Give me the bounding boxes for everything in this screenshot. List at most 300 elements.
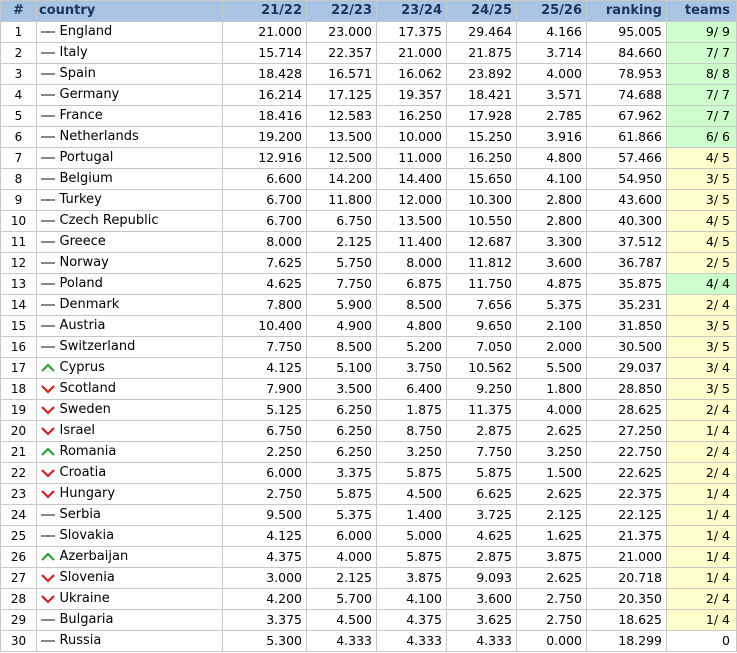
country-cell: Israel: [59, 421, 223, 442]
rank-cell: 3: [1, 64, 37, 85]
table-row: [1, 232, 737, 253]
trend-cell: [37, 631, 59, 652]
table-row: [1, 631, 737, 652]
country-cell: Netherlands: [59, 127, 223, 148]
season-24-25-cell: 5.875: [447, 463, 517, 484]
ranking-cell: 22.125: [587, 505, 667, 526]
teams-cell: 2/ 4: [667, 295, 737, 316]
rank-cell: 4: [1, 85, 37, 106]
season-23-24-cell: 3.250: [377, 442, 447, 463]
rank-cell: 20: [1, 421, 37, 442]
season-24-25-cell: 15.250: [447, 127, 517, 148]
season-24-25-cell: 3.600: [447, 589, 517, 610]
table-row: [1, 463, 737, 484]
season-21-22-cell: 4.375: [223, 547, 307, 568]
header-teams[interactable]: teams: [667, 1, 737, 22]
rank-cell: 10: [1, 211, 37, 232]
season-23-24-cell: 4.100: [377, 589, 447, 610]
table-row: [1, 547, 737, 568]
season-22-23-cell: 14.200: [307, 169, 377, 190]
season-24-25-cell: 2.875: [447, 547, 517, 568]
country-cell: Slovenia: [59, 568, 223, 589]
season-23-24-cell: 21.000: [377, 43, 447, 64]
season-25-26-cell: 3.250: [517, 442, 587, 463]
teams-cell: 1/ 4: [667, 547, 737, 568]
chevron-down-icon: [37, 489, 59, 499]
ranking-cell: 31.850: [587, 316, 667, 337]
teams-cell: 4/ 4: [667, 274, 737, 295]
season-23-24-cell: 8.500: [377, 295, 447, 316]
season-24-25-cell: 4.625: [447, 526, 517, 547]
season-21-22-cell: 6.750: [223, 421, 307, 442]
trend-cell: [37, 400, 59, 421]
season-23-24-cell: 5.000: [377, 526, 447, 547]
dash-icon: [37, 344, 59, 350]
table-row: [1, 400, 737, 421]
rank-cell: 26: [1, 547, 37, 568]
season-24-25-cell: 21.875: [447, 43, 517, 64]
teams-cell: 2/ 4: [667, 463, 737, 484]
season-21-22-cell: 4.125: [223, 358, 307, 379]
country-cell: Turkey: [59, 190, 223, 211]
teams-cell: 3/ 5: [667, 379, 737, 400]
country-cell: Cyprus: [59, 358, 223, 379]
ranking-cell: 28.625: [587, 400, 667, 421]
table-header-row: [1, 1, 737, 22]
chevron-down-icon: [37, 405, 59, 415]
header-country[interactable]: country: [37, 1, 223, 22]
country-cell: Serbia: [59, 505, 223, 526]
season-25-26-cell: 3.300: [517, 232, 587, 253]
header-season-21-22[interactable]: 21/22: [223, 1, 307, 22]
chevron-down-icon: [37, 594, 59, 604]
season-24-25-cell: 7.750: [447, 442, 517, 463]
ranking-cell: 27.250: [587, 421, 667, 442]
season-21-22-cell: 3.375: [223, 610, 307, 631]
dash-icon: [37, 197, 59, 203]
season-22-23-cell: 3.375: [307, 463, 377, 484]
season-22-23-cell: 5.100: [307, 358, 377, 379]
table-row: [1, 211, 737, 232]
teams-cell: 4/ 5: [667, 211, 737, 232]
dash-icon: [37, 638, 59, 644]
season-22-23-cell: 4.333: [307, 631, 377, 652]
country-cell: Germany: [59, 85, 223, 106]
table-row: [1, 589, 737, 610]
table-row: [1, 190, 737, 211]
season-21-22-cell: 6.700: [223, 190, 307, 211]
season-24-25-cell: 3.625: [447, 610, 517, 631]
country-cell: Portugal: [59, 148, 223, 169]
teams-cell: 6/ 6: [667, 127, 737, 148]
season-23-24-cell: 4.333: [377, 631, 447, 652]
season-22-23-cell: 4.500: [307, 610, 377, 631]
season-21-22-cell: 7.750: [223, 337, 307, 358]
season-22-23-cell: 5.700: [307, 589, 377, 610]
season-22-23-cell: 22.357: [307, 43, 377, 64]
season-23-24-cell: 5.200: [377, 337, 447, 358]
trend-cell: [37, 316, 59, 337]
chevron-up-icon: [37, 552, 59, 562]
trend-cell: [37, 64, 59, 85]
country-cell: Bulgaria: [59, 610, 223, 631]
season-21-22-cell: 2.750: [223, 484, 307, 505]
teams-cell: 1/ 4: [667, 484, 737, 505]
season-21-22-cell: 4.200: [223, 589, 307, 610]
season-22-23-cell: 4.900: [307, 316, 377, 337]
rank-cell: 25: [1, 526, 37, 547]
season-25-26-cell: 4.800: [517, 148, 587, 169]
season-25-26-cell: 4.166: [517, 22, 587, 43]
trend-cell: [37, 211, 59, 232]
table-row: [1, 610, 737, 631]
teams-cell: 3/ 5: [667, 316, 737, 337]
ranking-cell: 20.350: [587, 589, 667, 610]
country-cell: Switzerland: [59, 337, 223, 358]
chevron-down-icon: [37, 573, 59, 583]
dash-icon: [37, 218, 59, 224]
season-24-25-cell: 10.550: [447, 211, 517, 232]
season-24-25-cell: 6.625: [447, 484, 517, 505]
ranking-cell: 37.512: [587, 232, 667, 253]
table-row: [1, 568, 737, 589]
country-cell: Hungary: [59, 484, 223, 505]
season-23-24-cell: 5.875: [377, 547, 447, 568]
season-21-22-cell: 5.300: [223, 631, 307, 652]
ranking-cell: 29.037: [587, 358, 667, 379]
dash-icon: [37, 239, 59, 245]
table-row: [1, 442, 737, 463]
table-row: [1, 274, 737, 295]
dash-icon: [37, 134, 59, 140]
rank-cell: 7: [1, 148, 37, 169]
season-25-26-cell: 3.875: [517, 547, 587, 568]
season-24-25-cell: 16.250: [447, 148, 517, 169]
rank-cell: 5: [1, 106, 37, 127]
rank-cell: 12: [1, 253, 37, 274]
rank-cell: 19: [1, 400, 37, 421]
chevron-up-icon: [37, 447, 59, 457]
season-23-24-cell: 12.000: [377, 190, 447, 211]
season-22-23-cell: 23.000: [307, 22, 377, 43]
dash-icon: [37, 533, 59, 539]
rank-cell: 24: [1, 505, 37, 526]
country-cell: Romania: [59, 442, 223, 463]
teams-cell: 3/ 5: [667, 169, 737, 190]
teams-cell: 7/ 7: [667, 106, 737, 127]
season-25-26-cell: 4.100: [517, 169, 587, 190]
rank-cell: 28: [1, 589, 37, 610]
rank-cell: 16: [1, 337, 37, 358]
teams-cell: 2/ 4: [667, 589, 737, 610]
trend-cell: [37, 253, 59, 274]
season-21-22-cell: 7.900: [223, 379, 307, 400]
dash-icon: [37, 29, 59, 35]
teams-cell: 1/ 4: [667, 526, 737, 547]
season-23-24-cell: 8.750: [377, 421, 447, 442]
teams-cell: 3/ 5: [667, 190, 737, 211]
teams-cell: 3/ 4: [667, 358, 737, 379]
season-24-25-cell: 18.421: [447, 85, 517, 106]
season-21-22-cell: 7.800: [223, 295, 307, 316]
teams-cell: 1/ 4: [667, 568, 737, 589]
season-23-24-cell: 8.000: [377, 253, 447, 274]
dash-icon: [37, 302, 59, 308]
dash-icon: [37, 92, 59, 98]
trend-cell: [37, 106, 59, 127]
trend-cell: [37, 589, 59, 610]
ranking-cell: 18.299: [587, 631, 667, 652]
season-24-25-cell: 9.250: [447, 379, 517, 400]
rank-cell: 21: [1, 442, 37, 463]
trend-cell: [37, 232, 59, 253]
season-25-26-cell: 3.600: [517, 253, 587, 274]
teams-cell: 4/ 5: [667, 232, 737, 253]
ranking-cell: 54.950: [587, 169, 667, 190]
season-21-22-cell: 16.214: [223, 85, 307, 106]
dash-icon: [37, 71, 59, 77]
season-23-24-cell: 19.357: [377, 85, 447, 106]
trend-cell: [37, 190, 59, 211]
season-21-22-cell: 9.500: [223, 505, 307, 526]
season-24-25-cell: 10.562: [447, 358, 517, 379]
season-22-23-cell: 16.571: [307, 64, 377, 85]
season-23-24-cell: 6.875: [377, 274, 447, 295]
ranking-cell: 22.750: [587, 442, 667, 463]
teams-cell: 2/ 4: [667, 442, 737, 463]
table-row: [1, 358, 737, 379]
season-25-26-cell: 2.785: [517, 106, 587, 127]
table-row: [1, 316, 737, 337]
ranking-cell: 28.850: [587, 379, 667, 400]
table-body: [1, 22, 737, 652]
season-24-25-cell: 17.928: [447, 106, 517, 127]
rank-cell: 13: [1, 274, 37, 295]
chevron-up-icon: [37, 363, 59, 373]
season-21-22-cell: 8.000: [223, 232, 307, 253]
season-23-24-cell: 16.062: [377, 64, 447, 85]
teams-cell: 8/ 8: [667, 64, 737, 85]
season-25-26-cell: 1.500: [517, 463, 587, 484]
season-25-26-cell: 2.100: [517, 316, 587, 337]
season-24-25-cell: 9.093: [447, 568, 517, 589]
table-row: [1, 526, 737, 547]
trend-cell: [37, 22, 59, 43]
chevron-down-icon: [37, 426, 59, 436]
season-21-22-cell: 12.916: [223, 148, 307, 169]
season-23-24-cell: 3.875: [377, 568, 447, 589]
season-22-23-cell: 5.750: [307, 253, 377, 274]
season-25-26-cell: 1.800: [517, 379, 587, 400]
trend-cell: [37, 421, 59, 442]
trend-cell: [37, 169, 59, 190]
country-cell: Norway: [59, 253, 223, 274]
rank-cell: 2: [1, 43, 37, 64]
season-22-23-cell: 11.800: [307, 190, 377, 211]
trend-cell: [37, 463, 59, 484]
season-25-26-cell: 0.000: [517, 631, 587, 652]
season-22-23-cell: 12.583: [307, 106, 377, 127]
teams-cell: 2/ 5: [667, 253, 737, 274]
season-25-26-cell: 4.000: [517, 64, 587, 85]
season-23-24-cell: 14.400: [377, 169, 447, 190]
season-23-24-cell: 10.000: [377, 127, 447, 148]
trend-cell: [37, 43, 59, 64]
table-row: [1, 421, 737, 442]
season-23-24-cell: 1.400: [377, 505, 447, 526]
season-25-26-cell: 4.875: [517, 274, 587, 295]
trend-cell: [37, 379, 59, 400]
season-23-24-cell: 16.250: [377, 106, 447, 127]
teams-cell: 2/ 4: [667, 400, 737, 421]
ranking-cell: 78.953: [587, 64, 667, 85]
teams-cell: 0: [667, 631, 737, 652]
rank-cell: 6: [1, 127, 37, 148]
season-22-23-cell: 5.900: [307, 295, 377, 316]
header-season-25-26[interactable]: 25/26: [517, 1, 587, 22]
trend-cell: [37, 526, 59, 547]
season-22-23-cell: 13.500: [307, 127, 377, 148]
rank-cell: 23: [1, 484, 37, 505]
country-cell: Italy: [59, 43, 223, 64]
table-row: [1, 505, 737, 526]
country-cell: Russia: [59, 631, 223, 652]
table-row: [1, 379, 737, 400]
rank-cell: 1: [1, 22, 37, 43]
country-cell: Denmark: [59, 295, 223, 316]
table-row: [1, 127, 737, 148]
dash-icon: [37, 176, 59, 182]
country-cell: Sweden: [59, 400, 223, 421]
teams-cell: 1/ 4: [667, 421, 737, 442]
season-23-24-cell: 11.400: [377, 232, 447, 253]
trend-cell: [37, 505, 59, 526]
trend-cell: [37, 442, 59, 463]
season-25-26-cell: 3.714: [517, 43, 587, 64]
season-21-22-cell: 7.625: [223, 253, 307, 274]
table-row: [1, 64, 737, 85]
ranking-cell: 30.500: [587, 337, 667, 358]
season-23-24-cell: 1.875: [377, 400, 447, 421]
dash-icon: [37, 281, 59, 287]
country-cell: Greece: [59, 232, 223, 253]
country-cell: England: [59, 22, 223, 43]
season-21-22-cell: 10.400: [223, 316, 307, 337]
season-24-25-cell: 2.875: [447, 421, 517, 442]
chevron-down-icon: [37, 384, 59, 394]
teams-cell: 9/ 9: [667, 22, 737, 43]
dash-icon: [37, 617, 59, 623]
season-22-23-cell: 8.500: [307, 337, 377, 358]
season-22-23-cell: 6.750: [307, 211, 377, 232]
dash-icon: [37, 512, 59, 518]
country-cell: Belgium: [59, 169, 223, 190]
season-21-22-cell: 4.125: [223, 526, 307, 547]
country-cell: Czech Republic: [59, 211, 223, 232]
season-25-26-cell: 2.625: [517, 484, 587, 505]
season-25-26-cell: 2.750: [517, 610, 587, 631]
season-25-26-cell: 3.571: [517, 85, 587, 106]
season-25-26-cell: 2.000: [517, 337, 587, 358]
header-ranking[interactable]: ranking: [587, 1, 667, 22]
ranking-cell: 22.375: [587, 484, 667, 505]
ranking-cell: 61.866: [587, 127, 667, 148]
season-22-23-cell: 6.250: [307, 400, 377, 421]
trend-cell: [37, 568, 59, 589]
header-rank[interactable]: #: [1, 1, 37, 22]
season-21-22-cell: 18.416: [223, 106, 307, 127]
season-22-23-cell: 17.125: [307, 85, 377, 106]
header-season-23-24[interactable]: 23/24: [377, 1, 447, 22]
header-season-24-25[interactable]: 24/25: [447, 1, 517, 22]
table-row: [1, 169, 737, 190]
season-24-25-cell: 23.892: [447, 64, 517, 85]
season-23-24-cell: 4.375: [377, 610, 447, 631]
season-23-24-cell: 6.400: [377, 379, 447, 400]
season-24-25-cell: 7.050: [447, 337, 517, 358]
season-21-22-cell: 2.250: [223, 442, 307, 463]
season-21-22-cell: 6.600: [223, 169, 307, 190]
teams-cell: 1/ 4: [667, 505, 737, 526]
season-21-22-cell: 4.625: [223, 274, 307, 295]
season-22-23-cell: 6.250: [307, 442, 377, 463]
table-row: [1, 295, 737, 316]
table-row: [1, 85, 737, 106]
ranking-cell: 36.787: [587, 253, 667, 274]
season-24-25-cell: 29.464: [447, 22, 517, 43]
season-25-26-cell: 2.625: [517, 568, 587, 589]
season-24-25-cell: 10.300: [447, 190, 517, 211]
header-season-22-23[interactable]: 22/23: [307, 1, 377, 22]
season-25-26-cell: 1.625: [517, 526, 587, 547]
trend-cell: [37, 148, 59, 169]
teams-cell: 3/ 5: [667, 337, 737, 358]
table-row: [1, 148, 737, 169]
rank-cell: 15: [1, 316, 37, 337]
table-row: [1, 253, 737, 274]
season-23-24-cell: 3.750: [377, 358, 447, 379]
season-23-24-cell: 17.375: [377, 22, 447, 43]
trend-cell: [37, 127, 59, 148]
season-22-23-cell: 5.875: [307, 484, 377, 505]
table-row: [1, 337, 737, 358]
ranking-cell: 74.688: [587, 85, 667, 106]
ranking-cell: 35.231: [587, 295, 667, 316]
table-row: [1, 22, 737, 43]
season-22-23-cell: 6.000: [307, 526, 377, 547]
season-23-24-cell: 13.500: [377, 211, 447, 232]
season-24-25-cell: 3.725: [447, 505, 517, 526]
trend-cell: [37, 85, 59, 106]
season-24-25-cell: 11.375: [447, 400, 517, 421]
chevron-down-icon: [37, 468, 59, 478]
season-24-25-cell: 11.812: [447, 253, 517, 274]
ranking-cell: 20.718: [587, 568, 667, 589]
rank-cell: 8: [1, 169, 37, 190]
ranking-cell: 40.300: [587, 211, 667, 232]
teams-cell: 7/ 7: [667, 43, 737, 64]
trend-cell: [37, 337, 59, 358]
ranking-cell: 67.962: [587, 106, 667, 127]
rank-cell: 11: [1, 232, 37, 253]
season-25-26-cell: 2.625: [517, 421, 587, 442]
season-22-23-cell: 3.500: [307, 379, 377, 400]
country-cell: Austria: [59, 316, 223, 337]
season-24-25-cell: 15.650: [447, 169, 517, 190]
season-24-25-cell: 4.333: [447, 631, 517, 652]
country-cell: Azerbaijan: [59, 547, 223, 568]
dash-icon: [37, 323, 59, 329]
